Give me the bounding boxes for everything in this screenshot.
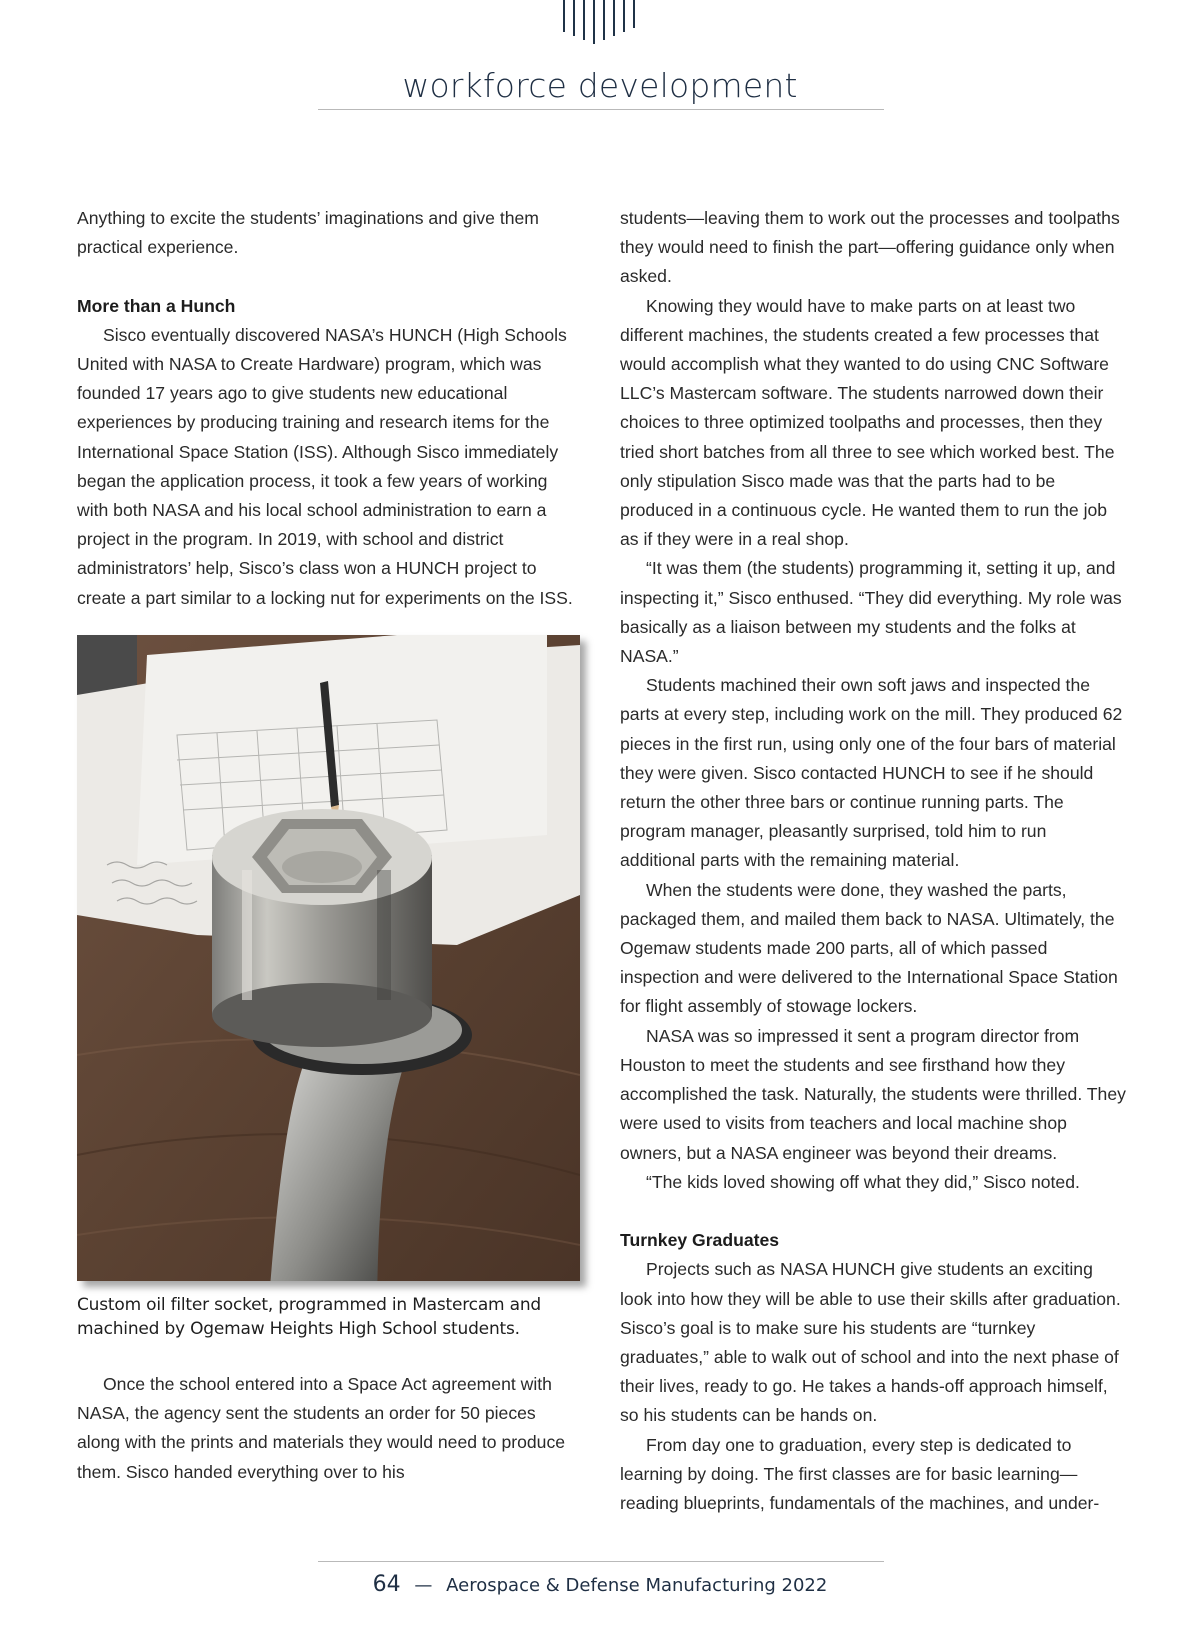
body-paragraph: NASA was so impressed it sent a program director from Houston to meet the students and see firsthand how they accomplished the task. Naturally, the students were thrilled. They were used to visits from teachers and local machine shop owners, but a NASA engineer was beyond their dreams. [620,1025,1126,1163]
publication-name: Aerospace & Defense Manufacturing 2022 [446,1575,828,1596]
subheading-more-than-a-hunch: More than a Hunch [77,295,236,316]
intro-paragraph: Anything to excite the students’ imaginations and give them practical experience. [77,208,539,258]
body-paragraph: When the students were done, they washed the parts, packaged them, and mailed them back to NASA. Ultimately, the Ogemaw students made 200 parts, all of which passed inspection and were delivered to the International Space Station for flight assembly of stowage lockers. [620,879,1118,1017]
footer-divider [318,1561,884,1562]
section-title: workforce development [402,66,798,105]
oil-filter-socket-photo [77,635,580,1281]
body-paragraph: Projects such as NASA HUNCH give students an exciting look into how they will be able to use their skills after graduation. Sisco’s goal is to make sure his students are “turnkey graduates,” able to walk out of school and into the next phase of their lives, ready to go. He takes a hands-off approach himself, so his students can be hands on. [620,1259,1121,1426]
header-ornament-icon [563,0,643,46]
page-footer [0,1572,1200,1597]
quote-paragraph: “The kids loved showing off what they did,” Sisco noted. [646,1171,1080,1192]
body-paragraph: Students machined their own soft jaws and inspected the parts at every step, including work on the mill. They produced 62 pieces in the first run, using only one of the four bars of material they were given. Sisco contacted HUNCH to see if he should return the other three bars or continue running parts. The program manager, pleasantly surprised, told him to run additional parts with the remaining material. [620,675,1123,871]
right-column [620,204,1126,1518]
photo-caption: Custom oil filter socket, programmed in Mastercam and machined by Ogemaw Heights High School students. [77,1294,541,1339]
left-column [77,204,579,1487]
body-paragraph: Once the school entered into a Space Act agreement with NASA, the agency sent the students an order for 50 pieces along with the prints and materials they would need to produce them. Sisco handed everything over to his [77,1374,566,1482]
body-paragraph: From day one to graduation, every step is dedicated to learning by doing. The first classes are for basic learning—reading blueprints, fundamentals of the machines, and under- [620,1434,1100,1513]
body-paragraph: Sisco eventually discovered NASA’s HUNCH (High Schools United with NASA to Create Hardware) program, which was founded 17 years ago to give students new educational experiences by producing training and research items for the International Space Station (ISS). Although Sisco immediately began the application process, it took a few years of working with both NASA and his local school administration to earn a project in the program. In 2019, with school and district administrators’ help, Sisco’s class won a HUNCH project to create a part similar to a locking nut for experiments on the ISS. [77,324,573,608]
header-divider [318,109,884,110]
subheading-turnkey-graduates: Turnkey Graduates [620,1230,780,1251]
quote-paragraph: “It was them (the students) programming it, setting it up, and inspecting it,” Sisco enthused. “They did everything. My role was basically as a liaison between my students and the folks at NASA.” [620,558,1122,667]
body-paragraph: Knowing they would have to make parts on at least two different machines, the students created a few processes that would accomplish what they wanted to do using CNC Software LLC’s Mastercam software. The students narrowed down their choices to three optimized toolpaths and processes, then they tried short batches from all three to see which worked best. The only stipulation Sisco made was that the parts had to be produced in a continuous cycle. He wanted them to run the job as if they were in a real shop. [620,295,1115,550]
footer-separator: — [414,1575,433,1596]
page-number: 64 [372,1572,401,1597]
body-paragraph: students—leaving them to work out the processes and toolpaths they would need to finish the part—offering guidance only when asked. [620,208,1120,287]
